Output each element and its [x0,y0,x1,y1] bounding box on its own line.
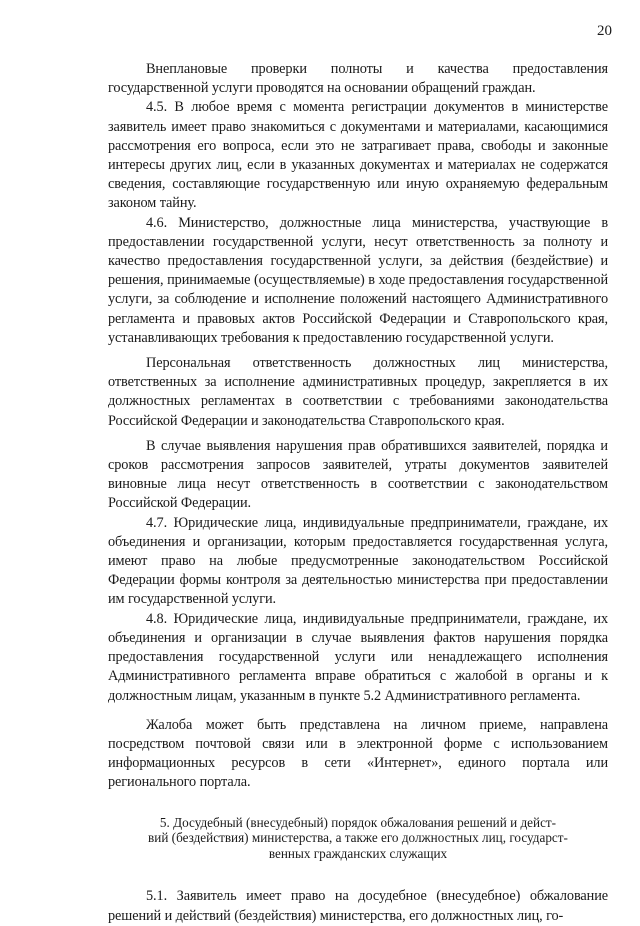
paragraph-4-6: 4.6. Министерство, должностные лица министерства, участвующие в предоставлении государственной услуги, несут ответственность за полноту и качество предоставления государственной услуги, за действия (бездействие) и решения, принимаемые (осуществляемые) в ходе предоставления государственной услуги, за соблюдение и исполнение положений настоящего Административного регламента и правовых актов Российской Федерации и Ставропольского края, устанавливающих требования к предоставлению государственной услуги. [108,214,608,346]
section-heading-line: 5. Досудебный (внесудебный) порядок обжалования решений и дейст- [159,814,557,830]
section-5-heading [108,815,608,862]
page-number: 20 [597,23,612,39]
paragraph-4-5: 4.5. В любое время с момента регистрации документов в министерстве заявитель имеет право знакомиться с документами и материалами, касающимися рассмотрения его вопроса, если это не затрагивает права, свободы и законные интересы других лиц, если в указанных документах и материалах не содержатся сведения, составляющие государственную или иную охраняемую федеральным законом тайну. [108,99,608,212]
paragraph-personal-responsibility: Персональная ответственность должностных лиц министерства, ответственных за исполнение административных процедур, закрепляется в их должностных регламентах в соответствии с требованиями законодательства Российской Федерации и законодательства Ставропольского края. [108,355,608,429]
paragraph-4-8: 4.8. Юридические лица, индивидуальные предприниматели, граждане, их объединения и организации в случае выявления фактов нарушения порядка предоставления государственной услуги или ненадлежащего исполнения Административного регламента вправе обратиться с жалобой в органы и к должностным лицам, указанным в пункте 5.2 Административного регламента. [108,610,608,704]
section-heading-line: венных гражданских служащих [268,845,448,861]
paragraph-4-7: 4.7. Юридические лица, индивидуальные предприниматели, граждане, их объединения и организации, которым предоставляется государственная услуга, имеют право на любые предусмотренные законодательством Российской Федерации формы контроля за деятельностью министерства при предоставлении им государственной услуги. [108,514,608,608]
section-heading-line: вий (бездействия) министерства, а также его должностных лиц, государст- [148,830,568,846]
paragraph-unscheduled-inspections: Внеплановые проверки полноты и качества предоставления государственной услуги проводятся на основании обращений граждан. [108,61,608,97]
paragraph-complaint-submission: Жалоба может быть представлена на личном приеме, направлена посредством почтовой связи или в электронной форме с использованием информационных ресурсов в сети «Интернет», единого портала или регионального портала. [108,716,608,791]
paragraph-5-1: 5.1. Заявитель имеет право на досудебное (внесудебное) обжалование решений и действий (бездействия) министерства, его должностных лиц, го- [108,888,608,924]
document-body [108,60,608,926]
paragraph-violation-cases: В случае выявления нарушения прав обратившихся заявителей, порядка и сроков рассмотрения запросов заявителей, утраты документов заявителей виновные лица несут ответственность в соответствии с законодательством Российской Федерации. [108,437,608,512]
